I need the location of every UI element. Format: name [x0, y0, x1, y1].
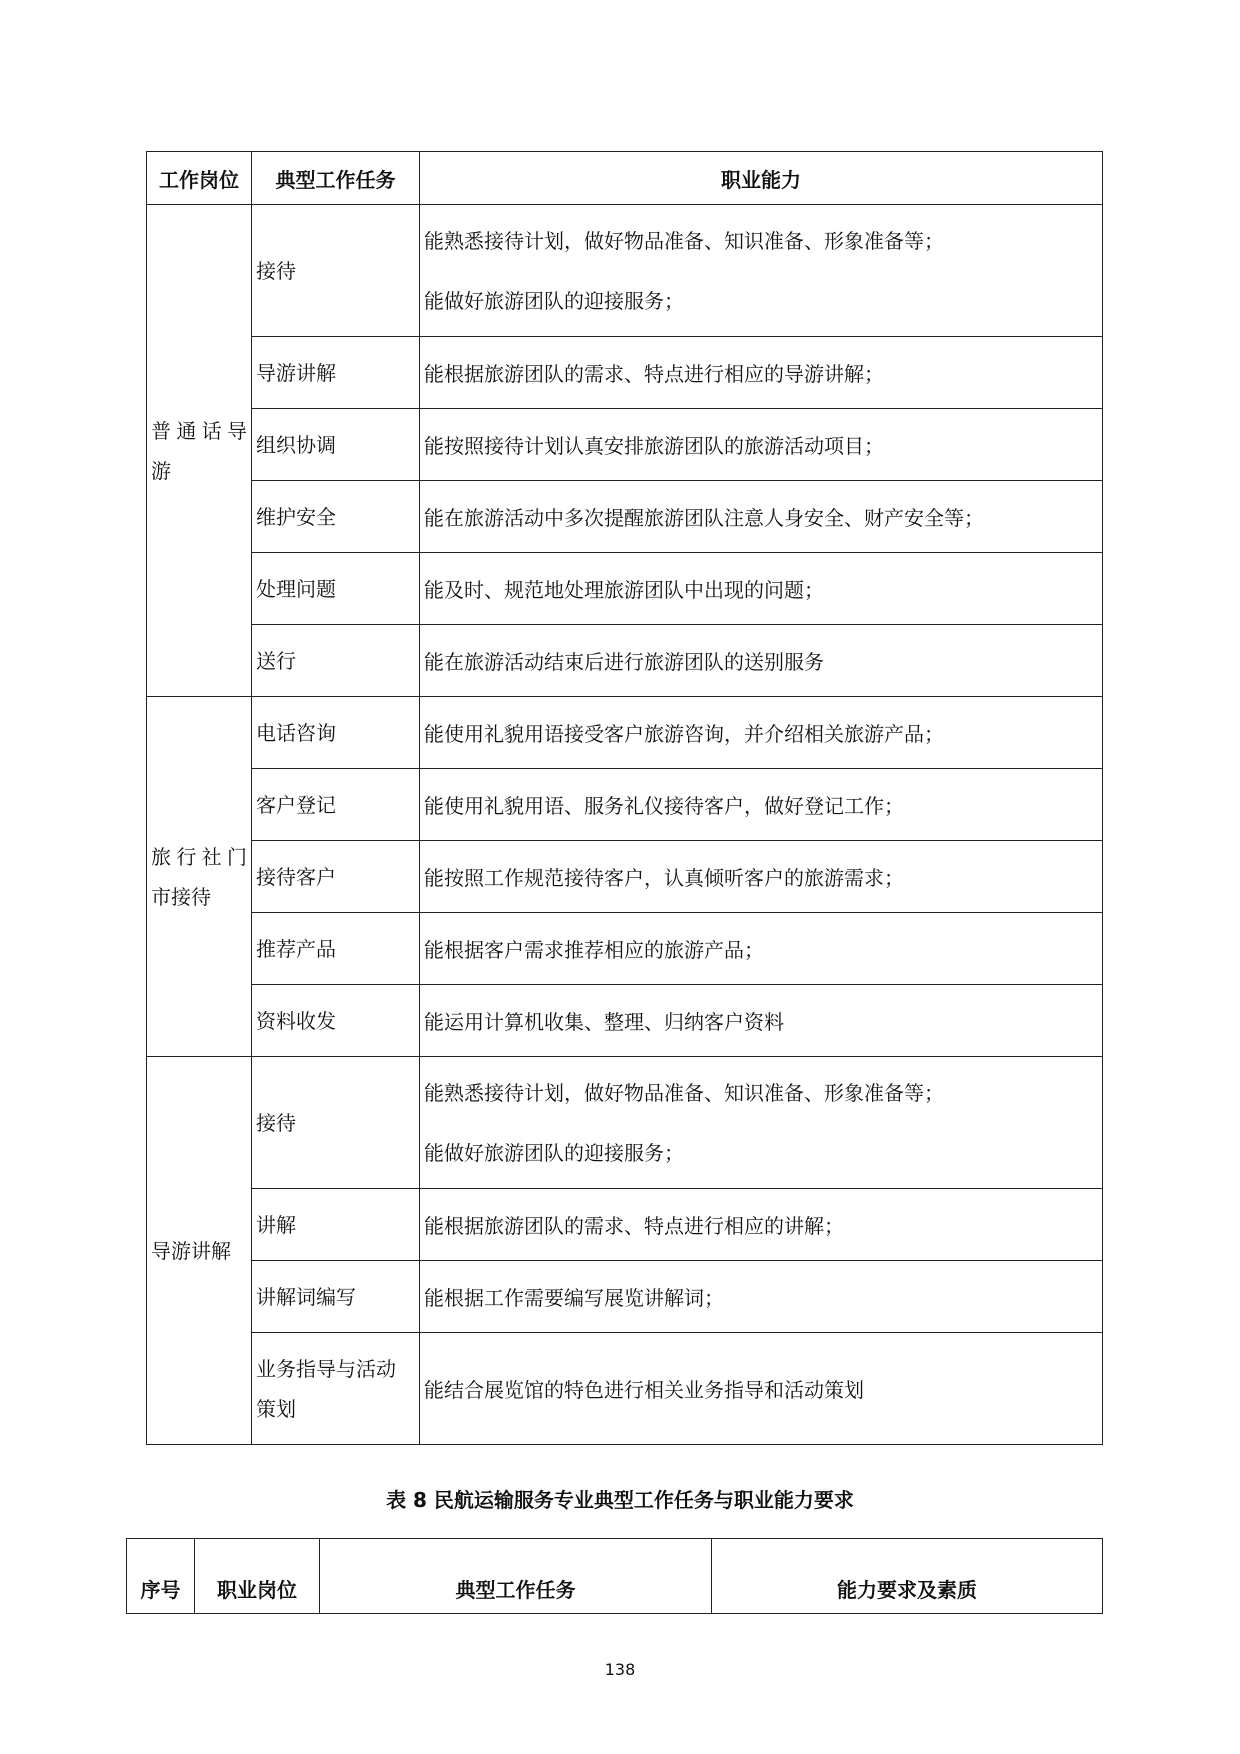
header-index: 序号: [127, 1539, 195, 1614]
ability-cell: 能根据旅游团队的需求、特点进行相应的导游讲解；: [420, 337, 1103, 409]
ability-cell: 能根据旅游团队的需求、特点进行相应的讲解；: [420, 1189, 1103, 1261]
ability-cell: 能及时、规范地处理旅游团队中出现的问题；: [420, 553, 1103, 625]
ability-cell: 能使用礼貌用语接受客户旅游咨询，并介绍相关旅游产品；: [420, 697, 1103, 769]
task-cell: 接待客户: [252, 841, 420, 913]
table-row: [147, 1333, 1103, 1445]
table-row: [147, 1261, 1103, 1333]
header-task: 典型工作任务: [320, 1539, 712, 1614]
ability-cell: 能运用计算机收集、整理、归纳客户资料: [420, 985, 1103, 1057]
table-row: [147, 841, 1103, 913]
post-cell: 导游讲解: [147, 1057, 252, 1445]
task-cell: 导游讲解: [252, 337, 420, 409]
ability-cell: 能在旅游活动中多次提醒旅游团队注意人身安全、财产安全等；: [420, 481, 1103, 553]
post-cell: 普通话导游: [147, 205, 252, 697]
table-row: [147, 337, 1103, 409]
page-number: 138: [604, 1660, 636, 1679]
table-row: [147, 913, 1103, 985]
ability-cell: 能根据客户需求推荐相应的旅游产品；: [420, 913, 1103, 985]
ability-cell: 能根据工作需要编写展览讲解词；: [420, 1261, 1103, 1333]
task-cell: 组织协调: [252, 409, 420, 481]
header-ability: 能力要求及素质: [712, 1539, 1103, 1614]
ability-cell: [420, 1057, 1103, 1189]
table-row: [147, 1057, 1103, 1189]
table-row: [147, 205, 1103, 337]
ability-cell: 能按照接待计划认真安排旅游团队的旅游活动项目；: [420, 409, 1103, 481]
task-cell: 讲解: [252, 1189, 420, 1261]
job-ability-table: [146, 151, 1103, 1445]
table-header-row: [147, 152, 1103, 205]
table-row: [147, 481, 1103, 553]
post-cell: 旅行社门市接待: [147, 697, 252, 1057]
task-cell: 电话咨询: [252, 697, 420, 769]
table-row: [147, 625, 1103, 697]
ability-cell: 能结合展览馆的特色进行相关业务指导和活动策划: [420, 1333, 1103, 1445]
table-row: [147, 1189, 1103, 1261]
header-ability: 职业能力: [420, 152, 1103, 205]
header-post: 工作岗位: [147, 152, 252, 205]
table-row: [147, 769, 1103, 841]
task-cell: 客户登记: [252, 769, 420, 841]
task-cell: 资料收发: [252, 985, 420, 1057]
ability-line: 能做好旅游团队的迎接服务；: [424, 1140, 684, 1165]
table-caption: 表 8 民航运输服务专业典型工作任务与职业能力要求: [386, 1488, 854, 1512]
task-cell: 接待: [252, 1057, 420, 1189]
table-row: [147, 409, 1103, 481]
task-cell: 业务指导与活动策划: [252, 1333, 420, 1445]
table-row: [147, 985, 1103, 1057]
header-task: 典型工作任务: [252, 152, 420, 205]
ability-line: 能做好旅游团队的迎接服务；: [424, 288, 684, 313]
ability-cell: 能按照工作规范接待客户，认真倾听客户的旅游需求；: [420, 841, 1103, 913]
task-cell: 讲解词编写: [252, 1261, 420, 1333]
table-header-row: [127, 1539, 1103, 1614]
header-post: 职业岗位: [195, 1539, 320, 1614]
ability-cell: [420, 205, 1103, 337]
civil-aviation-table-header: [126, 1538, 1103, 1614]
table-row: [147, 553, 1103, 625]
task-cell: 维护安全: [252, 481, 420, 553]
ability-line: 能熟悉接待计划，做好物品准备、知识准备、形象准备等；: [424, 228, 944, 253]
task-cell: 接待: [252, 205, 420, 337]
ability-cell: 能在旅游活动结束后进行旅游团队的送别服务: [420, 625, 1103, 697]
task-cell: 送行: [252, 625, 420, 697]
task-cell: 处理问题: [252, 553, 420, 625]
ability-line: 能熟悉接待计划，做好物品准备、知识准备、形象准备等；: [424, 1080, 944, 1105]
table-row: [147, 697, 1103, 769]
task-cell: 推荐产品: [252, 913, 420, 985]
ability-cell: 能使用礼貌用语、服务礼仪接待客户，做好登记工作；: [420, 769, 1103, 841]
